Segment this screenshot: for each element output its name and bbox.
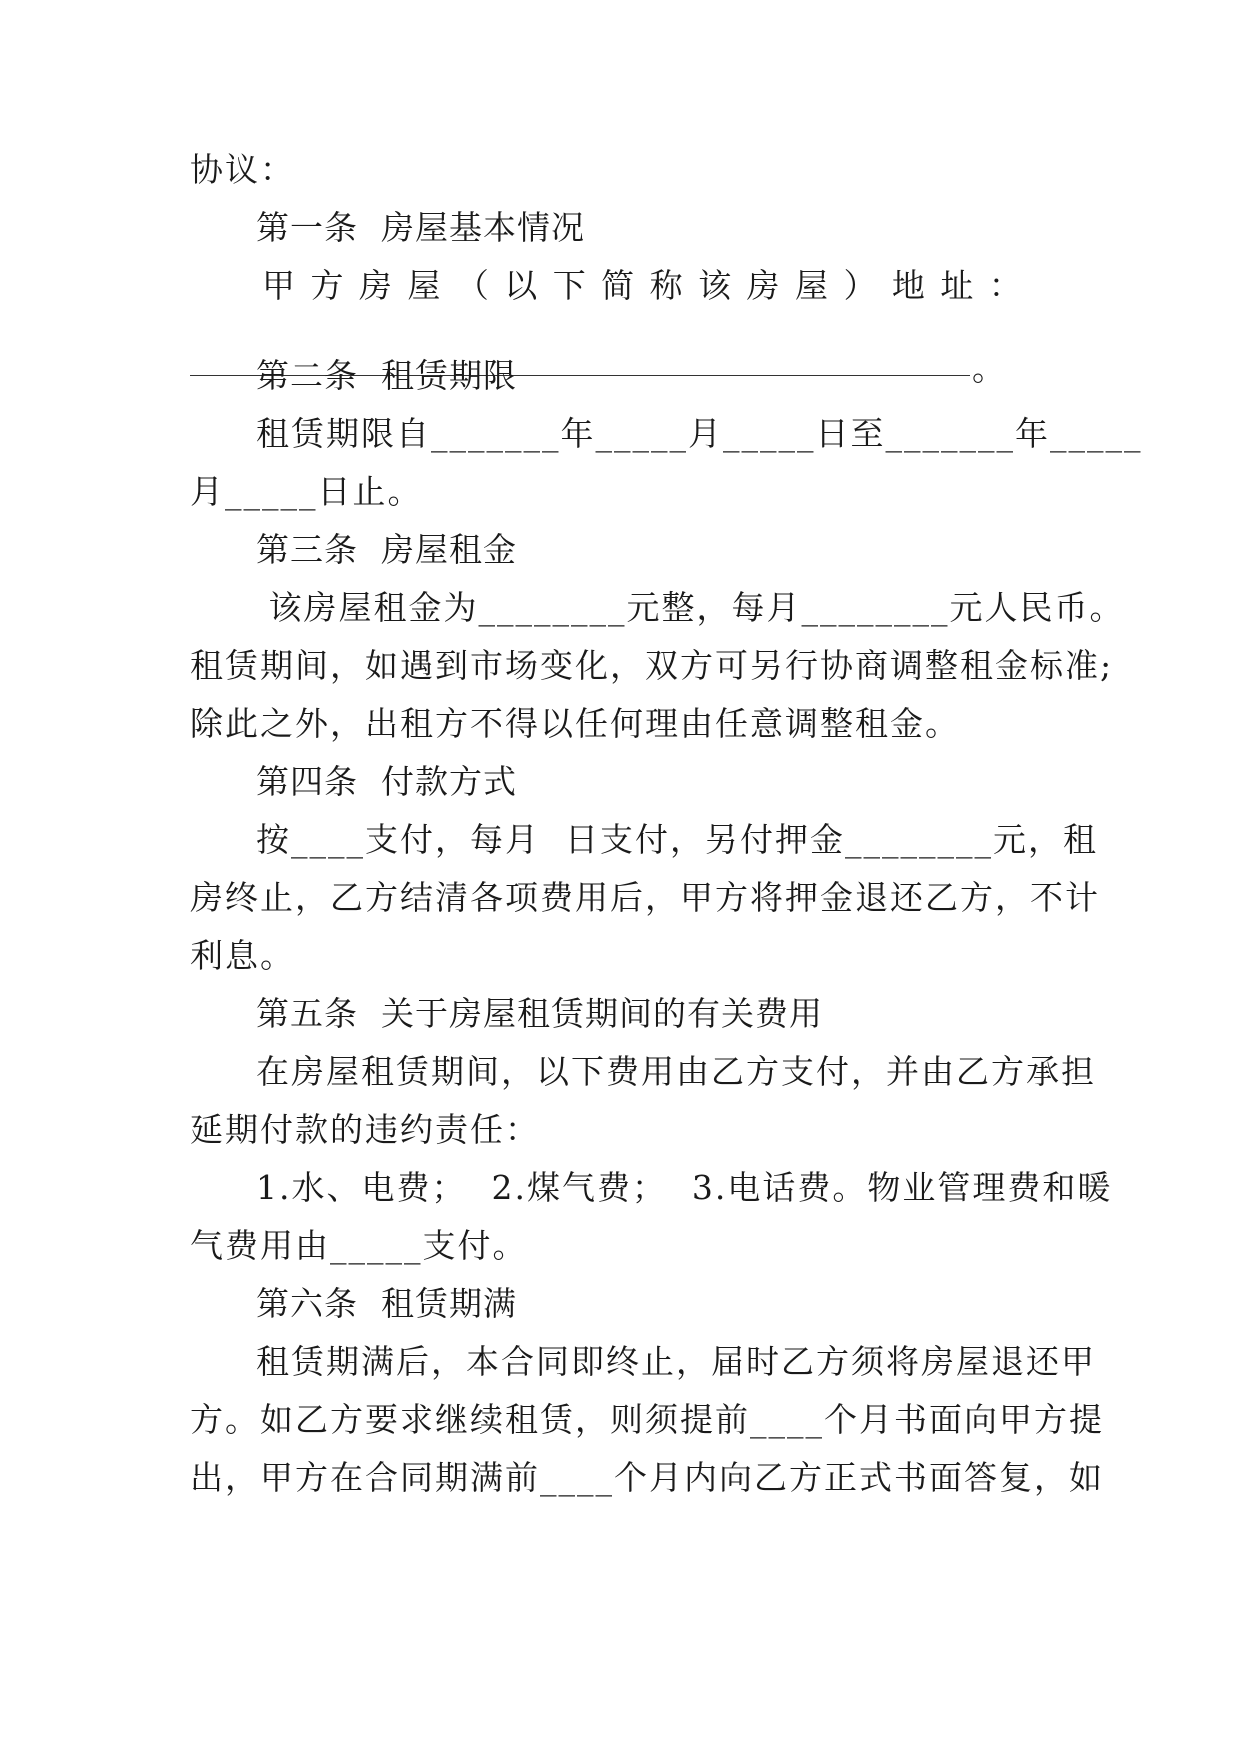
address-label-char: 以 [504,266,538,305]
article-2-heading: 第二条 租赁期限 [256,356,517,395]
address-label-char: ： [988,266,1022,305]
address-label-char: 屋 [794,266,828,305]
address-label-char: 房 [746,266,780,305]
expiry-line-3: 出，甲方在合同期满前____个月内向乙方正式书面答复，如 [190,1458,1104,1497]
address-label-char: 地 [891,266,925,305]
address-line [262,266,1022,306]
lease-term-line-1: 租赁期限自_______年_____月_____日至_______年_____ [256,414,1143,453]
rent-line-2: 租赁期间，如遇到市场变化，双方可另行协商调整租金标准; [190,646,1114,685]
address-label-char: 简 [601,266,635,305]
article-3-heading: 第三条 房屋租金 [256,530,517,569]
lease-term-line-2: 月_____日止。 [190,472,423,511]
address-label-char: 下 [552,266,586,305]
payment-line-2: 房终止，乙方结清各项费用后，甲方将押金退还乙方，不计 [190,878,1100,917]
article-1-heading: 第一条 房屋基本情况 [256,208,585,247]
article-5-heading: 第五条 关于房屋租赁期间的有关费用 [256,994,823,1033]
address-label-char: 址 [940,266,974,305]
payment-line-1: 按____支付，每月 日支付，另付押金________元，租 [256,820,1098,859]
payment-line-3: 利息。 [190,936,295,975]
article-6-heading: 第六条 租赁期满 [256,1284,517,1323]
address-label-char: 甲 [262,266,295,305]
expiry-line-1: 租赁期满后，本合同即终止，届时乙方须将房屋退还甲 [256,1342,1096,1381]
address-end-mark: 。 [972,349,1005,388]
address-label-char: （ [455,266,489,305]
address-label-char: 方 [310,266,344,305]
article-4-heading: 第四条 付款方式 [256,762,517,801]
fees-line-2: 延期付款的违约责任： [190,1110,540,1149]
rent-line-1: 该房屋租金为________元整，每月________元人民币。 [256,588,1125,627]
expiry-line-2: 方。如乙方要求继续租赁，则须提前____个月书面向甲方提 [190,1400,1104,1439]
fees-line-1: 在房屋租赁期间，以下费用由乙方支付，并由乙方承担 [256,1052,1096,1091]
fees-line-4: 气费用由_____支付。 [190,1226,528,1265]
rent-line-3: 除此之外，出租方不得以任何理由任意调整租金。 [190,704,960,743]
intro-line: 协议： [190,150,295,189]
address-label-char: 该 [698,266,732,305]
fees-line-3: 1.水、电费； 2.煤气费； 3.电话费。物业管理费和暖 [256,1168,1113,1207]
address-label-char: 称 [649,266,683,305]
address-label-char: 房 [358,266,392,305]
address-label-char: 屋 [407,266,441,305]
address-label-char: ） [843,266,877,305]
